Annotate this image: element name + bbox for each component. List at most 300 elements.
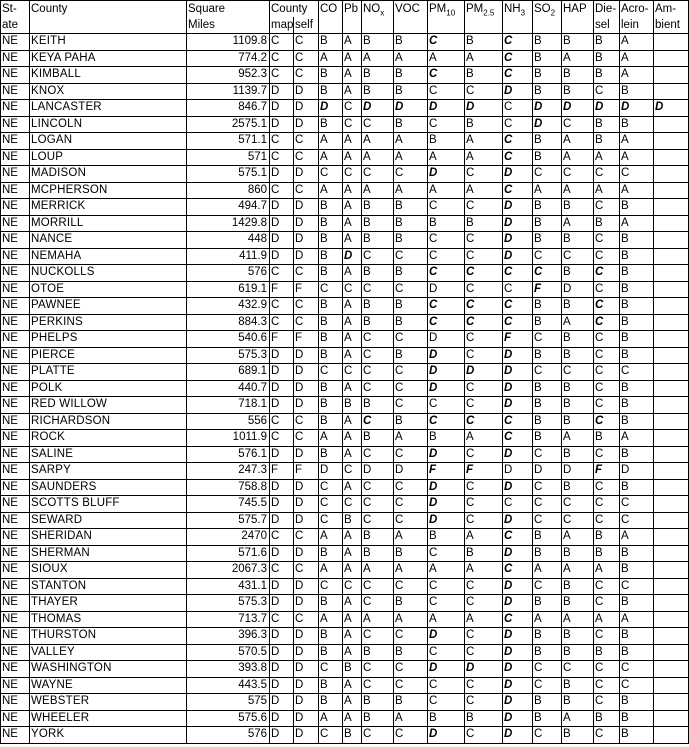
cell-pm25: A xyxy=(465,611,503,628)
header-nox xyxy=(362,1,394,18)
cell-diesel: C xyxy=(594,83,620,100)
cell-pb: C xyxy=(343,496,362,513)
cell-co: B xyxy=(319,628,343,645)
cell-voc: C xyxy=(394,380,428,397)
cell-pm25: C xyxy=(465,166,503,183)
cell-map: C xyxy=(270,298,294,315)
cell-voc: C xyxy=(394,512,428,529)
cell-ambient xyxy=(654,248,689,265)
cell-ambient xyxy=(654,347,689,364)
cell-map: D xyxy=(270,364,294,381)
cell-pm25: A xyxy=(465,133,503,150)
cell-diesel: C xyxy=(594,413,620,430)
cell-pb: A xyxy=(343,83,362,100)
cell-ambient xyxy=(654,116,689,133)
cell-pm25: C xyxy=(465,413,503,430)
cell-pm25: C xyxy=(465,644,503,661)
cell-hap: A xyxy=(562,562,594,579)
cell-self: D xyxy=(294,248,319,265)
cell-pm10: C xyxy=(428,694,465,711)
cell-voc: B xyxy=(394,545,428,562)
cell-pb: C xyxy=(343,463,362,480)
cell-pm25: C xyxy=(465,380,503,397)
cell-ambient: D xyxy=(654,100,689,117)
cell-pb: A xyxy=(343,562,362,579)
cell-sqmi: 1109.8 xyxy=(187,34,270,51)
cell-pm10: D xyxy=(428,380,465,397)
cell-state: NE xyxy=(1,661,30,678)
cell-pb: C xyxy=(343,578,362,595)
cell-map: D xyxy=(270,545,294,562)
cell-ambient xyxy=(654,595,689,612)
cell-diesel: C xyxy=(594,628,620,645)
cell-acrolein: B xyxy=(620,281,654,298)
cell-co: B xyxy=(319,380,343,397)
cell-voc: A xyxy=(394,50,428,67)
cell-so2: C xyxy=(533,364,562,381)
cell-nox: D xyxy=(362,100,394,117)
cell-acrolein: C xyxy=(620,364,654,381)
table-row xyxy=(1,166,689,183)
cell-voc: C xyxy=(394,397,428,414)
cell-diesel: C xyxy=(594,446,620,463)
header-state-cont: ate xyxy=(1,17,30,34)
cell-so2: B xyxy=(533,644,562,661)
cell-pm10: A xyxy=(428,182,465,199)
cell-nh3: D xyxy=(503,397,533,414)
header-so2 xyxy=(533,1,562,18)
header-nh3-sub: 3 xyxy=(520,7,526,17)
cell-county: RED WILLOW xyxy=(30,397,187,414)
header-hap: HAP xyxy=(562,1,594,18)
cell-acrolein: B xyxy=(620,199,654,216)
cell-county: LOGAN xyxy=(30,133,187,150)
cell-so2: D xyxy=(533,463,562,480)
cell-nh3: D xyxy=(503,248,533,265)
cell-pm10: C xyxy=(428,314,465,331)
cell-so2: A xyxy=(533,182,562,199)
cell-nh3: D xyxy=(503,232,533,249)
cell-acrolein: A xyxy=(620,50,654,67)
cell-pm25: A xyxy=(465,149,503,166)
cell-self: D xyxy=(294,545,319,562)
cell-nox: B xyxy=(362,67,394,84)
cell-acrolein: B xyxy=(620,710,654,727)
cell-hap: B xyxy=(562,67,594,84)
cell-hap: A xyxy=(562,529,594,546)
cell-acrolein: B xyxy=(620,644,654,661)
cell-ambient xyxy=(654,512,689,529)
cell-pb: C xyxy=(343,116,362,133)
cell-acrolein: A xyxy=(620,67,654,84)
cell-self: D xyxy=(294,677,319,694)
cell-voc: C xyxy=(394,578,428,595)
cell-pm25: A xyxy=(465,50,503,67)
cell-nh3: D xyxy=(503,512,533,529)
cell-self: C xyxy=(294,314,319,331)
header-acrolein-cont: lein xyxy=(620,17,654,34)
cell-so2: C xyxy=(533,265,562,282)
cell-nh3: D xyxy=(503,661,533,678)
cell-pm25: C xyxy=(465,512,503,529)
cell-co: B xyxy=(319,83,343,100)
cell-county: KEITH xyxy=(30,34,187,51)
header-diesel-cont: sel xyxy=(594,17,620,34)
cell-sqmi: 393.8 xyxy=(187,661,270,678)
header-square-miles-cont: Miles xyxy=(187,17,270,34)
cell-voc: C xyxy=(394,248,428,265)
cell-pm25: C xyxy=(465,265,503,282)
cell-map: C xyxy=(270,34,294,51)
cell-diesel: D xyxy=(594,100,620,117)
table-row xyxy=(1,529,689,546)
cell-voc: B xyxy=(394,265,428,282)
cell-co: B xyxy=(319,34,343,51)
cell-pm25: C xyxy=(465,727,503,744)
cell-state: NE xyxy=(1,496,30,513)
cell-so2: D xyxy=(533,100,562,117)
cell-self: D xyxy=(294,727,319,744)
cell-ambient xyxy=(654,710,689,727)
cell-county: THURSTON xyxy=(30,628,187,645)
cell-hap: C xyxy=(562,248,594,265)
cell-nox: B xyxy=(362,545,394,562)
cell-hap: B xyxy=(562,380,594,397)
header-pm25-main: PM xyxy=(466,2,484,15)
cell-acrolein: C xyxy=(620,578,654,595)
table-row xyxy=(1,265,689,282)
table-row xyxy=(1,347,689,364)
cell-nox: C xyxy=(362,248,394,265)
cell-hap: B xyxy=(562,265,594,282)
table-row xyxy=(1,232,689,249)
cell-nh3: D xyxy=(503,347,533,364)
cell-diesel: A xyxy=(594,149,620,166)
cell-nh3: D xyxy=(503,364,533,381)
cell-co: A xyxy=(319,182,343,199)
cell-acrolein: A xyxy=(620,133,654,150)
cell-pm25: D xyxy=(465,661,503,678)
cell-sqmi: 952.3 xyxy=(187,67,270,84)
table-row xyxy=(1,380,689,397)
header-ambient: Am- xyxy=(654,1,689,18)
cell-self: D xyxy=(294,595,319,612)
cell-pb: A xyxy=(343,545,362,562)
cell-state: NE xyxy=(1,710,30,727)
cell-self: D xyxy=(294,83,319,100)
cell-self: D xyxy=(294,644,319,661)
table-row xyxy=(1,281,689,298)
cell-pm10: A xyxy=(428,149,465,166)
cell-state: NE xyxy=(1,347,30,364)
cell-hap: B xyxy=(562,694,594,711)
cell-pb: A xyxy=(343,67,362,84)
cell-nox: C xyxy=(362,661,394,678)
cell-co: D xyxy=(319,463,343,480)
cell-acrolein: B xyxy=(620,479,654,496)
cell-state: NE xyxy=(1,479,30,496)
cell-map: C xyxy=(270,562,294,579)
table-row xyxy=(1,611,689,628)
cell-hap: C xyxy=(562,364,594,381)
cell-nh3: D xyxy=(503,595,533,612)
cell-map: D xyxy=(270,166,294,183)
cell-voc: B xyxy=(394,67,428,84)
table-row xyxy=(1,710,689,727)
cell-hap: B xyxy=(562,595,594,612)
cell-pb: B xyxy=(343,727,362,744)
cell-co: C xyxy=(319,496,343,513)
cell-ambient xyxy=(654,496,689,513)
cell-co: A xyxy=(319,430,343,447)
cell-nh3: D xyxy=(503,727,533,744)
cell-sqmi: 396.3 xyxy=(187,628,270,645)
cell-self: F xyxy=(294,281,319,298)
cell-pm10: D xyxy=(428,166,465,183)
cell-sqmi: 689.1 xyxy=(187,364,270,381)
cell-map: F xyxy=(270,331,294,348)
cell-map: D xyxy=(270,100,294,117)
header-pm25-blank xyxy=(465,17,503,34)
cell-nh3: D xyxy=(503,694,533,711)
cell-co: B xyxy=(319,67,343,84)
cell-county: MORRILL xyxy=(30,215,187,232)
cell-nh3: C xyxy=(503,496,533,513)
header-county-group: County xyxy=(270,1,319,18)
cell-nox: D xyxy=(362,463,394,480)
cell-sqmi: 443.5 xyxy=(187,677,270,694)
cell-pb: A xyxy=(343,265,362,282)
cell-pb: C xyxy=(343,281,362,298)
cell-co: B xyxy=(319,116,343,133)
cell-self: D xyxy=(294,628,319,645)
header-county-blank xyxy=(30,17,187,34)
cell-pm10: C xyxy=(428,83,465,100)
cell-pb: D xyxy=(343,248,362,265)
cell-ambient xyxy=(654,199,689,216)
cell-nox: C xyxy=(362,727,394,744)
cell-voc: C xyxy=(394,331,428,348)
cell-ambient xyxy=(654,182,689,199)
cell-pb: A xyxy=(343,446,362,463)
cell-nox: C xyxy=(362,413,394,430)
header-co-blank xyxy=(319,17,343,34)
cell-nh3: D xyxy=(503,710,533,727)
cell-self: C xyxy=(294,529,319,546)
header-pb: Pb xyxy=(343,1,362,18)
cell-hap: B xyxy=(562,479,594,496)
table-row xyxy=(1,694,689,711)
cell-diesel: B xyxy=(594,430,620,447)
cell-acrolein: C xyxy=(620,496,654,513)
cell-map: D xyxy=(270,215,294,232)
cell-so2: D xyxy=(533,116,562,133)
cell-nh3: C xyxy=(503,133,533,150)
cell-pb: A xyxy=(343,182,362,199)
table-row xyxy=(1,67,689,84)
cell-sqmi: 1429.8 xyxy=(187,215,270,232)
cell-pm25: D xyxy=(465,364,503,381)
cell-county: NANCE xyxy=(30,232,187,249)
cell-so2: B xyxy=(533,529,562,546)
cell-self: D xyxy=(294,512,319,529)
cell-nh3: C xyxy=(503,298,533,315)
cell-so2: B xyxy=(533,298,562,315)
cell-pm25: C xyxy=(465,479,503,496)
cell-state: NE xyxy=(1,529,30,546)
header-so2-main: SO xyxy=(534,2,551,15)
cell-map: D xyxy=(270,397,294,414)
cell-pm25: C xyxy=(465,83,503,100)
cell-co: A xyxy=(319,50,343,67)
cell-nox: A xyxy=(362,50,394,67)
cell-voc: B xyxy=(394,83,428,100)
cell-self: C xyxy=(294,413,319,430)
cell-pm25: B xyxy=(465,67,503,84)
cell-sqmi: 431.1 xyxy=(187,578,270,595)
cell-state: NE xyxy=(1,397,30,414)
table-row xyxy=(1,496,689,513)
header-pb-blank xyxy=(343,17,362,34)
cell-co: B xyxy=(319,248,343,265)
cell-diesel: C xyxy=(594,661,620,678)
cell-nh3: C xyxy=(503,281,533,298)
cell-ambient xyxy=(654,133,689,150)
cell-so2: C xyxy=(533,512,562,529)
cell-sqmi: 860 xyxy=(187,182,270,199)
cell-co: A xyxy=(319,529,343,546)
cell-self: D xyxy=(294,446,319,463)
table-row xyxy=(1,331,689,348)
cell-county: RICHARDSON xyxy=(30,413,187,430)
cell-self: D xyxy=(294,661,319,678)
cell-voc: A xyxy=(394,529,428,546)
cell-pb: A xyxy=(343,611,362,628)
cell-nox: C xyxy=(362,347,394,364)
cell-ambient xyxy=(654,215,689,232)
header-state: St- xyxy=(1,1,30,18)
cell-pb: A xyxy=(343,694,362,711)
cell-state: NE xyxy=(1,463,30,480)
cell-county: SALINE xyxy=(30,446,187,463)
cell-self: D xyxy=(294,710,319,727)
cell-voc: A xyxy=(394,562,428,579)
cell-county: SARPY xyxy=(30,463,187,480)
cell-state: NE xyxy=(1,446,30,463)
cell-ambient xyxy=(654,661,689,678)
cell-diesel: B xyxy=(594,644,620,661)
header-pm10 xyxy=(428,1,465,18)
cell-county: PLATTE xyxy=(30,364,187,381)
cell-voc: C xyxy=(394,166,428,183)
cell-pm25: C xyxy=(465,595,503,612)
cell-co: B xyxy=(319,694,343,711)
cell-hap: C xyxy=(562,661,594,678)
cell-pm25: B xyxy=(465,34,503,51)
cell-diesel: C xyxy=(594,512,620,529)
cell-pm10: B xyxy=(428,430,465,447)
table-row xyxy=(1,677,689,694)
cell-acrolein: C xyxy=(620,512,654,529)
cell-ambient xyxy=(654,529,689,546)
cell-sqmi: 576 xyxy=(187,727,270,744)
cell-nh3: C xyxy=(503,182,533,199)
cell-pb: A xyxy=(343,677,362,694)
table-row xyxy=(1,644,689,661)
cell-self: C xyxy=(294,133,319,150)
cell-acrolein: B xyxy=(620,562,654,579)
cell-ambient xyxy=(654,628,689,645)
cell-pb: A xyxy=(343,34,362,51)
header-so2-sub: 2 xyxy=(550,7,556,17)
cell-ambient xyxy=(654,314,689,331)
cell-co: A xyxy=(319,149,343,166)
cell-voc: A xyxy=(394,611,428,628)
cell-pm25: B xyxy=(465,215,503,232)
cell-so2: B xyxy=(533,133,562,150)
cell-sqmi: 556 xyxy=(187,413,270,430)
cell-hap: B xyxy=(562,34,594,51)
cell-nox: B xyxy=(362,83,394,100)
cell-diesel: C xyxy=(594,578,620,595)
cell-map: D xyxy=(270,248,294,265)
header-voc-blank xyxy=(394,17,428,34)
header-hap-blank xyxy=(562,17,594,34)
cell-map: D xyxy=(270,710,294,727)
cell-so2: B xyxy=(533,232,562,249)
cell-state: NE xyxy=(1,545,30,562)
cell-pb: A xyxy=(343,50,362,67)
cell-map: D xyxy=(270,380,294,397)
cell-pb: B xyxy=(343,512,362,529)
cell-hap: B xyxy=(562,644,594,661)
cell-co: C xyxy=(319,578,343,595)
cell-state: NE xyxy=(1,298,30,315)
cell-so2: B xyxy=(533,710,562,727)
cell-hap: A xyxy=(562,133,594,150)
cell-self: C xyxy=(294,50,319,67)
header-nox-blank xyxy=(362,17,394,34)
cell-ambient xyxy=(654,67,689,84)
table-row xyxy=(1,430,689,447)
cell-so2: C xyxy=(533,578,562,595)
cell-nh3: C xyxy=(503,430,533,447)
cell-pm25: D xyxy=(465,100,503,117)
cell-ambient xyxy=(654,413,689,430)
cell-map: D xyxy=(270,199,294,216)
cell-map: C xyxy=(270,314,294,331)
header-pm25-sub: 2.5 xyxy=(483,7,495,17)
cell-sqmi: 575 xyxy=(187,694,270,711)
cell-diesel: C xyxy=(594,232,620,249)
cell-hap: D xyxy=(562,100,594,117)
cell-co: B xyxy=(319,232,343,249)
cell-pm10: D xyxy=(428,281,465,298)
cell-co: B xyxy=(319,446,343,463)
cell-sqmi: 576.1 xyxy=(187,446,270,463)
cell-nh3: C xyxy=(503,100,533,117)
cell-county: MCPHERSON xyxy=(30,182,187,199)
cell-pm25: C xyxy=(465,314,503,331)
cell-nh3: C xyxy=(503,50,533,67)
cell-sqmi: 494.7 xyxy=(187,199,270,216)
table-row xyxy=(1,199,689,216)
cell-county: WEBSTER xyxy=(30,694,187,711)
cell-hap: B xyxy=(562,677,594,694)
cell-sqmi: 619.1 xyxy=(187,281,270,298)
cell-co: D xyxy=(319,100,343,117)
cell-state: NE xyxy=(1,133,30,150)
